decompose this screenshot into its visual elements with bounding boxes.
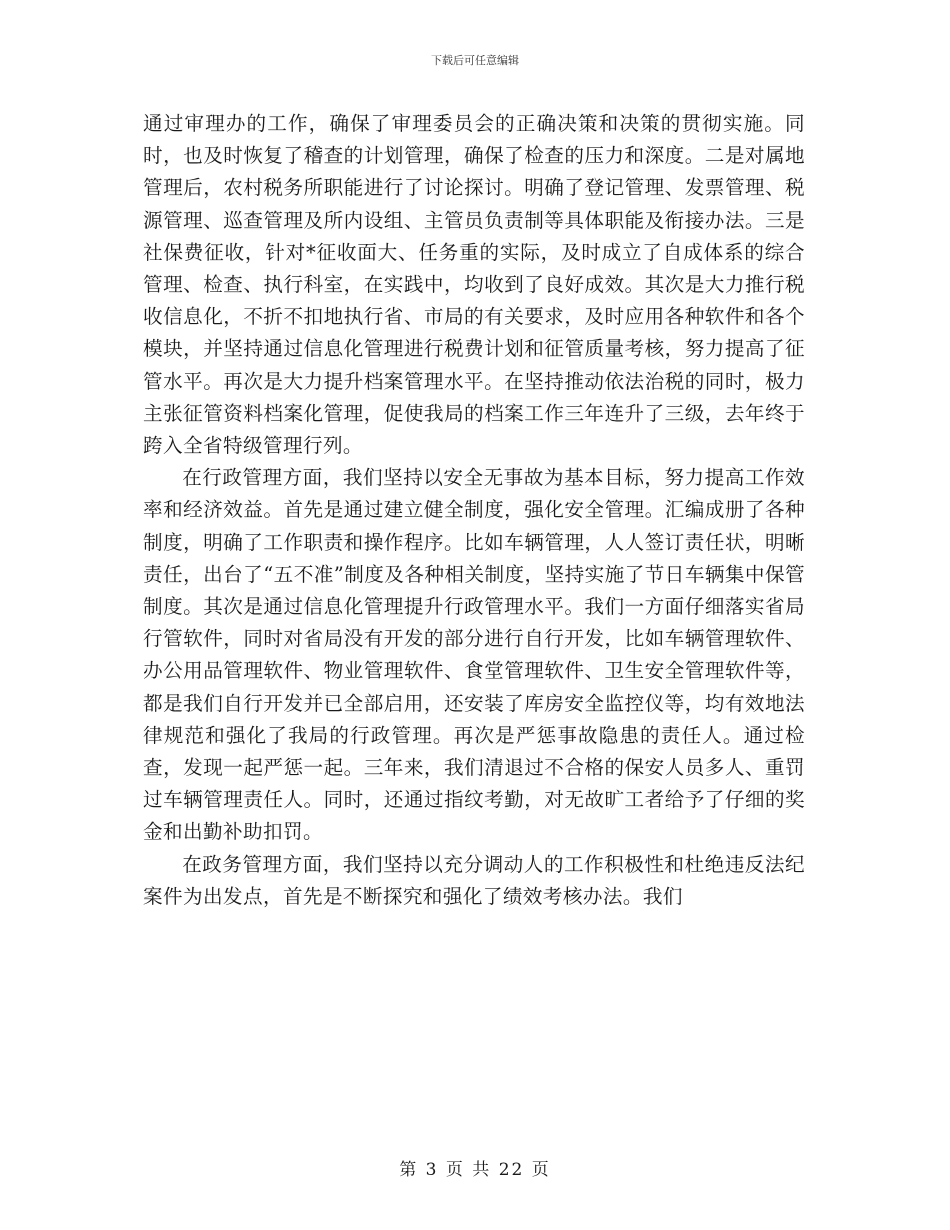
- page-header-note: 下载后可任意编辑: [431, 54, 519, 67]
- page-number-footer: 第 3 页 共 22 页: [399, 1160, 551, 1180]
- paragraph-government-affairs: 在政务管理方面，我们坚持以充分调动人的工作积极性和杜绝违反法纪案件为出发点，首先是不断探究和强化了绩效考核办法。我们: [143, 852, 805, 908]
- document-body: [143, 108, 805, 913]
- paragraph-audit-management: 通过审理办的工作，确保了审理委员会的正确决策和决策的贯彻实施。同时，也及时恢复了稽查的计划管理，确保了检查的压力和深度。二是对属地管理后，农村税务所职能进行了讨论探讨。明确了登记管理、发票管理、税源管理、巡查管理及所内设组、主管员负责制等具体职能及衔接办法。三是社保费征收，针对*征收面大、任务重的实际，及时成立了自成体系的综合管理、检查、执行科室，在实践中，均收到了良好成效。其次是大力推行税收信息化，不折不扣地执行省、市局的有关要求，及时应用各种软件和各个模块，并坚持通过信息化管理进行税费计划和征管质量考核，努力提高了征管水平。再次是大力提升档案管理水平。在坚持推动依法治税的同时，极力主张征管资料档案化管理，促使我局的档案工作三年连升了三级，去年终于跨入全省特级管理行列。: [143, 112, 805, 458]
- paragraph-administrative-management: 在行政管理方面，我们坚持以安全无事故为基本目标，努力提高工作效率和经济效益。首先是通过建立健全制度，强化安全管理。汇编成册了各种制度，明确了工作职责和操作程序。比如车辆管理，人人签订责任状，明晰责任，出台了“五不准”制度及各种相关制度，坚持实施了节日车辆集中保管制度。其次是通过信息化管理提升行政管理水平。我们一方面仔细落实省局行管软件，同时对省局没有开发的部分进行自行开发，比如车辆管理软件、办公用品管理软件、物业管理软件、食堂管理软件、卫生安全管理软件等，都是我们自行开发并已全部启用，还安装了库房安全监控仪等，均有效地法律规范和强化了我局的行政管理。再次是严惩事故隐患的责任人。通过检查，发现一起严惩一起。三年来，我们清退过不合格的保安人员多人、重罚过车辆管理责任人。同时，还通过指纹考勤，对无故旷工者给予了仔细的奖金和出勤补助扣罚。: [143, 466, 805, 844]
